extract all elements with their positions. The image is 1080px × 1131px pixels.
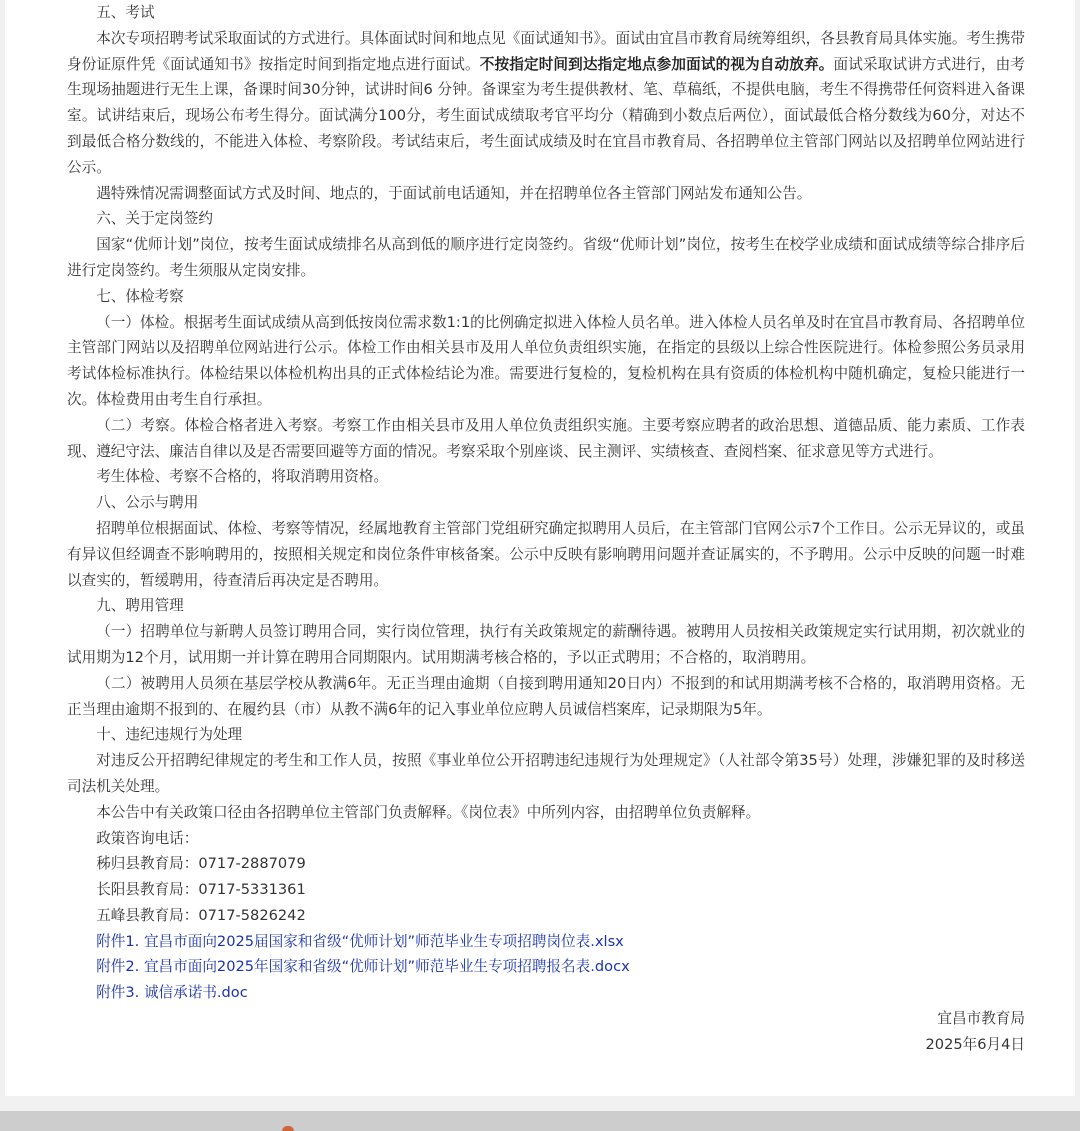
signature-date: 2025年6月4日 bbox=[925, 1035, 1025, 1053]
paragraph: 考生体检、考察不合格的，将取消聘用资格。 bbox=[96, 468, 389, 486]
contact-line: 秭归县教育局：0717-2887079 bbox=[96, 855, 306, 873]
paragraph: 招聘单位根据面试、体检、考察等情况，经属地教育主管部门党组研究确定拟聘用人员后，在主管部门官网公示7个工作日。公示无异议的，或虽有异议但经调查不影响聘用的，按照相关规定和岗位条件审核备案。公示中反映有影响聘用问题并查证属实的，不予聘用。公示中反映的问题一时难以查实的，暂缓聘用，待查清后再决定是否聘用。 bbox=[67, 519, 1025, 589]
section-heading: 六、关于定岗签约 bbox=[96, 210, 213, 228]
paragraph-text: 本次专项招聘考试采取面试的方式进行。具体面试时间和地点见《面试通知书》。面试由宜昌市教育局统筹组织，各县教育局具体实施。考生携带身份证原件凭《面试通知书》按指定时间到指定地点进行面试。 bbox=[67, 29, 1025, 73]
paragraph: （二）考察。体检合格者进入考察。考察工作由相关县市及用人单位负责组织实施。主要考察应聘者的政治思想、道德品质、能力素质、工作表现、遵纪守法、廉洁自律以及是否需要回避等方面的情况。考察采取个别座谈、民主测评、实绩核查、查阅档案、征求意见等方式进行。 bbox=[67, 416, 1025, 460]
article-card bbox=[5, 0, 1075, 1096]
bold-notice: 不按指定时间到达指定地点参加面试的视为自动放弃。 bbox=[479, 55, 834, 73]
section-heading: 七、体检考察 bbox=[96, 287, 184, 305]
attachment-link-3[interactable]: 附件3. 诚信承诺书.doc bbox=[96, 984, 248, 1002]
footer-bar bbox=[0, 1111, 1080, 1131]
paragraph-text: 面试采取试讲方式进行，由考生现场抽题进行无生上课，备课时间30分钟，试讲时间6 分钟。备课室为考生提供教材、笔、草稿纸，不提供电脑，考生不得携带任何资料进入备课室。试讲结束后，现场公布考生得分。面试满分100分，考生面试成绩取考官平均分（精确到小数点后两位），面试最低合格分数线为60分，对达不到最低合格分数线的，不能进入体检、考察阶段。考试结束后，考生面试成绩及时在宜昌市教育局、各招聘单位主管部门网站以及招聘单位网站进行公示。 bbox=[67, 55, 1025, 176]
paragraph: （一）招聘单位与新聘人员签订聘用合同，实行岗位管理，执行有关政策规定的薪酬待遇。被聘用人员按相关政策规定实行试用期，初次就业的试用期为12个月，试用期一并计算在聘用合同期限内。试用期满考核合格的，予以正式聘用；不合格的，取消聘用。 bbox=[67, 623, 1025, 666]
paragraph: 国家“优师计划”岗位，按考生面试成绩排名从高到低的顺序进行定岗签约。省级“优师计划”岗位，按考生在校学业成绩和面试成绩等综合排序后进行定岗签约。考生须服从定岗安排。 bbox=[67, 236, 1025, 279]
attachment-link-2[interactable]: 附件2. 宜昌市面向2025年国家和省级“优师计划”师范毕业生专项招聘报名表.docx bbox=[96, 958, 630, 976]
article-body bbox=[67, 0, 1025, 1058]
section-heading: 五、考试 bbox=[96, 4, 155, 21]
paragraph: （一）体检。根据考生面试成绩从高到低按岗位需求数1:1的比例确定拟进入体检人员名单。进入体检人员名单及时在宜昌市教育局、各招聘单位主管部门网站以及招聘单位网站进行公示。体检工作由相关县市及用人单位负责组织实施，在指定的县级以上综合性医院进行。体检参照公务员录用考试体检标准执行。体检结果以体检机构出具的正式体检结论为准。需要进行复检的，复检机构在具有资质的体检机构中随机确定，复检只能进行一次。体检费用由考生自行承担。 bbox=[67, 313, 1025, 408]
attachment-row bbox=[67, 954, 1025, 980]
section-heading: 八、公示与聘用 bbox=[96, 494, 199, 512]
contact-title: 政策咨询电话： bbox=[96, 829, 199, 847]
footer-logo-fragment bbox=[282, 1126, 294, 1131]
attachment-link-1[interactable]: 附件1. 宜昌市面向2025届国家和省级“优师计划”师范毕业生专项招聘岗位表.xlsx bbox=[96, 932, 624, 950]
paragraph: 对违反公开招聘纪律规定的考生和工作人员，按照《事业单位公开招聘违纪违规行为处理规定》（人社部令第35号）处理，涉嫌犯罪的及时移送司法机关处理。 bbox=[67, 752, 1025, 795]
section-heading: 十、违纪违规行为处理 bbox=[96, 726, 243, 744]
paragraph: 本公告中有关政策口径由各招聘单位主管部门负责解释。《岗位表》中所列内容，由招聘单位负责解释。 bbox=[96, 803, 761, 821]
attachment-row bbox=[67, 929, 1025, 955]
contact-line: 五峰县教育局：0717-5826242 bbox=[96, 906, 306, 924]
section-heading: 九、聘用管理 bbox=[96, 597, 184, 615]
signature-org: 宜昌市教育局 bbox=[937, 1010, 1025, 1028]
paragraph bbox=[67, 26, 1025, 181]
attachment-row bbox=[67, 980, 1025, 1006]
contact-line: 长阳县教育局：0717-5331361 bbox=[96, 881, 306, 899]
paragraph: （二）被聘用人员须在基层学校从教满6年。无正当理由逾期（自接到聘用通知20日内）不报到的和试用期满考核不合格的，取消聘用资格。无正当理由逾期不报到的、在履约县（市）从教不满6年的记入事业单位应聘人员诚信档案库，记录期限为5年。 bbox=[67, 674, 1025, 718]
paragraph: 遇特殊情况需调整面试方式及时间、地点的，于面试前电话通知，并在招聘单位各主管部门网站发布通知公告。 bbox=[96, 184, 812, 202]
